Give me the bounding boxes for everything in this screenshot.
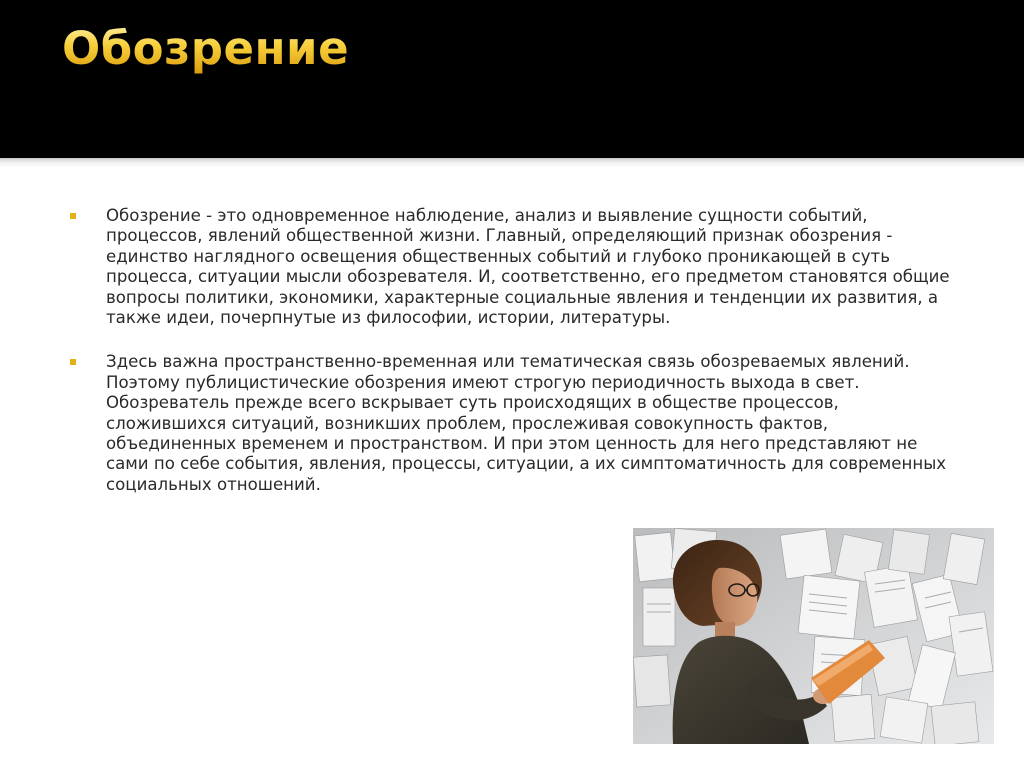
title-divider <box>0 158 1024 168</box>
bullet-item <box>70 206 950 328</box>
bullet-list <box>70 206 950 519</box>
bullet-text: Здесь важна пространственно-временная или тематическая связь обозреваемых явлений. Поэтому публицистические обозрения имеют строгую периодичность выхода в свет. Обозреватель прежде всего вскрывает суть происходящих в обществе процессов, сложившихся ситуаций, возникших проблем, прослеживая совокупность фактов, объединенных временем и пространством. И при этом ценность для него представляют не сами по себе события, явления, процессы, ситуации, а их симптоматичность для современных социальных отношений. <box>106 352 947 494</box>
bullet-text: Обозрение - это одновременное наблюдение, анализ и выявление сущности событий, процессов, явлений общественной жизни. Главный, определяющий признак обозрения - единство наглядного освещения общественных событий и глубоко проникающей в суть процесса, ситуации мысли обозревателя. И, соответственно, его предметом становятся общие вопросы политики, экономики, характерные социальные явления и тенденции их развития, а также идеи, почерпнутые из философии, истории, литературы. <box>106 206 950 328</box>
slide-title: Обозрение <box>62 22 350 75</box>
bullet-item <box>70 352 950 495</box>
woman-reading-newspapers-image <box>633 528 994 744</box>
title-bar <box>0 0 1024 158</box>
bullet-square-icon <box>70 213 76 219</box>
bullet-square-icon <box>70 359 76 365</box>
